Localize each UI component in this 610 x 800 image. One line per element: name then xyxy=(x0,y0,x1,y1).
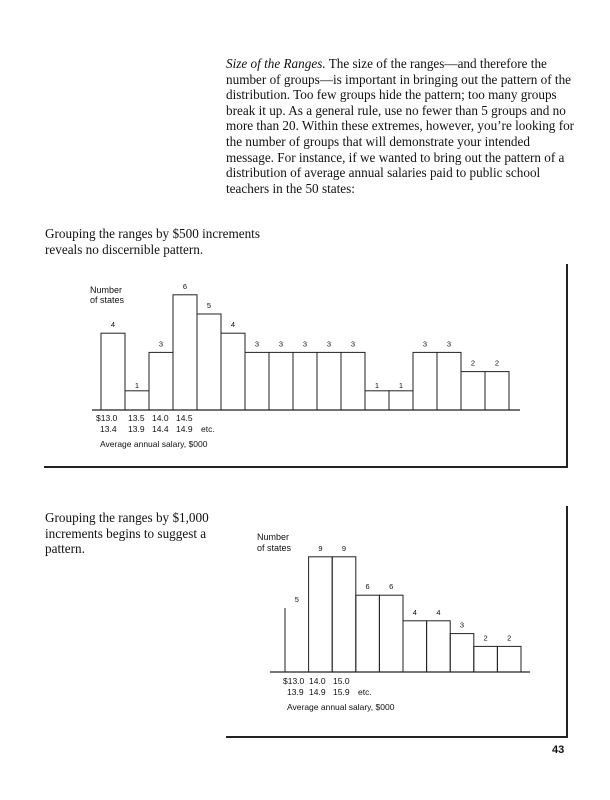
chart1-bar xyxy=(197,314,221,410)
chart2-bar xyxy=(309,557,333,672)
chart1-bar-value: 1 xyxy=(374,381,380,390)
chart1-bar-value: 3 xyxy=(278,339,284,349)
chart1-bar-value: 1 xyxy=(134,381,140,390)
chart1-bar xyxy=(365,391,389,410)
chart2-bar-value: 4 xyxy=(436,607,441,617)
chart2-tick-label: etc. xyxy=(358,687,372,697)
chart2-xlabel: Average annual salary, $000 xyxy=(287,702,395,712)
body-paragraph: The size of the ranges—and therefore the number of groups—is important in bringing out the pattern of the distribution. Too few groups hide the pattern; too many groups break it up. As a general rule, use no fewer than 5 groups and no more than 20. Within these extremes, however, you’re looking for the number of groups that will demonstrate your intended message. For instance, if we wanted to bring out the pattern of a distribution of average annual salaries paid to public school teachers in the 50 states: xyxy=(226,56,575,196)
chart2-tick-label: 14.0 xyxy=(309,676,326,686)
chart1-bar xyxy=(389,391,413,410)
chart1-bar-value: 4 xyxy=(110,320,116,330)
chart1-xlabel: Average annual salary, $000 xyxy=(100,439,208,449)
chart2-bar xyxy=(497,646,521,672)
chart1-bar xyxy=(413,352,437,410)
chart1-tick-label: etc. xyxy=(201,424,215,434)
chart1-bar-value: 3 xyxy=(446,339,452,349)
chart1-bar xyxy=(317,352,341,410)
chart1-bar xyxy=(269,352,293,410)
chart2-bar xyxy=(450,634,474,672)
chart1-bar-value: 5 xyxy=(206,301,212,310)
page-number: 43 xyxy=(552,744,565,756)
chart2-bar-value: 2 xyxy=(483,633,488,643)
chart1-bar-value: 3 xyxy=(302,339,308,349)
chart1-bar xyxy=(341,352,365,410)
chart1-bar xyxy=(485,372,509,410)
section-heading: Size of the Ranges. xyxy=(226,56,326,71)
chart1-bar xyxy=(221,333,245,410)
chart1-bar xyxy=(149,352,173,410)
chart1-bar xyxy=(293,352,317,410)
chart2-bar-value: 6 xyxy=(389,582,394,592)
chart1-tick-label: 13.9 xyxy=(128,424,145,434)
chart1-bar-value: 2 xyxy=(494,358,500,368)
chart1-bar-value: 3 xyxy=(254,339,260,349)
chart1-ylabel: of states xyxy=(90,295,125,305)
chart2-bar-value: 9 xyxy=(318,543,323,553)
chart1-tick-label: 14.4 xyxy=(152,424,169,434)
chart1-tick-label: $13.0 xyxy=(96,413,118,423)
chart1-bar xyxy=(437,352,461,410)
chart2-ylabel: Number xyxy=(257,532,290,542)
chart1-tick-label: 13.5 xyxy=(128,413,145,423)
chart1-bar-value: 3 xyxy=(350,339,356,349)
chart2-bar-value: 3 xyxy=(459,620,465,630)
chart2-bar-value: 5 xyxy=(294,595,299,604)
chart1-bar-value: 6 xyxy=(182,281,188,291)
chart1-bar-value: 4 xyxy=(230,320,236,330)
chart2-bar-value: 6 xyxy=(365,582,370,592)
chart2-bar-value: 2 xyxy=(507,633,512,643)
chart1-bar xyxy=(461,372,485,410)
chart2-bar-value: 9 xyxy=(341,543,347,553)
chart2-tick-label: $13.0 xyxy=(283,676,305,686)
chart1-tick-label: 13.4 xyxy=(100,424,117,434)
chart1-bar xyxy=(101,333,125,410)
chart1-ylabel: Number xyxy=(90,285,123,295)
chart1-bar-value: 1 xyxy=(398,381,404,390)
chart1-caption: Grouping the ranges by $500 increments reveals no discernible pattern. xyxy=(45,226,260,257)
chart1-bar xyxy=(173,295,197,410)
chart2-bar xyxy=(403,621,427,672)
chart1-bar xyxy=(125,391,149,410)
chart1-bar-value: 2 xyxy=(470,358,476,368)
chart2-bar xyxy=(427,621,451,672)
chart2-tick-label: 13.9 xyxy=(287,687,304,697)
chart1-bar xyxy=(245,352,269,410)
chart2-bar xyxy=(356,595,380,672)
chart1-bar-value: 3 xyxy=(326,339,332,349)
chart2-tick-label: 15.0 xyxy=(333,676,350,686)
chart1-bar-value: 3 xyxy=(158,339,164,349)
chart1-tick-label: 14.9 xyxy=(176,424,193,434)
chart2-caption: Grouping the ranges by $1,000 increments begins to suggest a pattern. xyxy=(45,510,209,557)
chart2-bar-value: 4 xyxy=(412,607,417,617)
chart1-tick-label: 14.0 xyxy=(152,413,169,423)
chart2-bar xyxy=(474,646,498,672)
chart2-tick-label: 14.9 xyxy=(309,687,326,697)
chart1-bar-value: 3 xyxy=(422,339,428,349)
chart1-tick-label: 14.5 xyxy=(176,413,193,423)
chart2-tick-label: 15.9 xyxy=(333,687,350,697)
chart2-ylabel: of states xyxy=(257,543,292,553)
chart2-bar xyxy=(332,557,356,672)
chart2-bar xyxy=(379,595,403,672)
